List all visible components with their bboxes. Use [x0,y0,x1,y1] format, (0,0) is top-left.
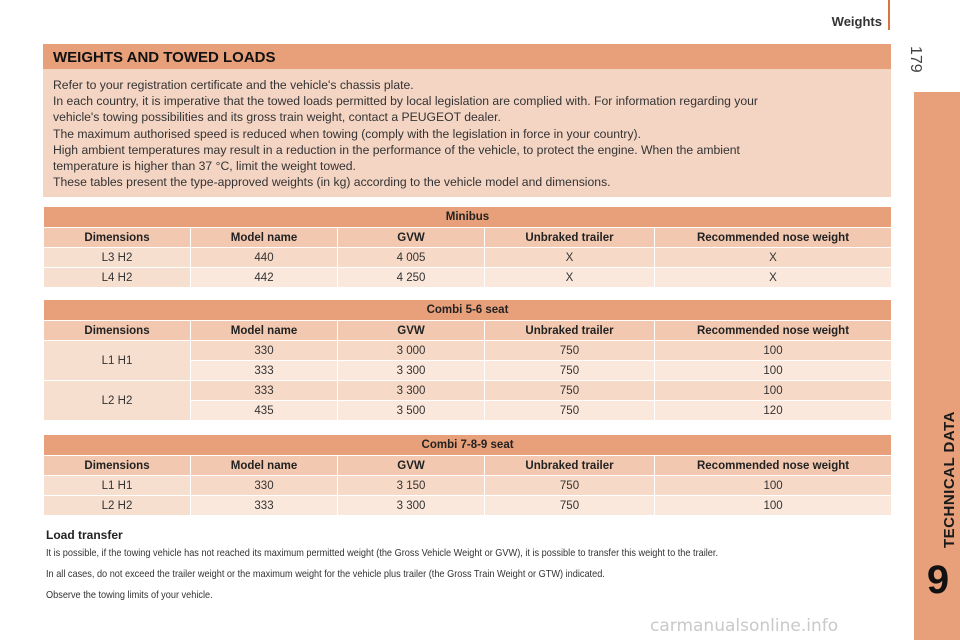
column-header: Dimensions [44,456,191,476]
cell-model: 435 [191,401,338,421]
cell-unbraked: 750 [485,476,655,496]
intro-line: High ambient temperatures may result in a reduction in the performance of the vehicle, to protect the engine. When the ambient [53,142,740,157]
table-caption: Combi 7-8-9 seat [44,435,892,456]
table-caption: Combi 5-6 seat [44,300,892,321]
cell-gvw: 4 005 [338,248,485,268]
section-title: WEIGHTS AND TOWED LOADS [43,44,891,69]
intro-text [43,69,891,190]
table-row [44,341,892,361]
cell-model: 333 [191,361,338,381]
cell-nose-weight: 100 [655,361,892,381]
column-header: GVW [338,456,485,476]
cell-model: 333 [191,381,338,401]
column-header: GVW [338,321,485,341]
cell-dimensions: L2 H2 [44,381,191,421]
cell-model: 442 [191,268,338,288]
cell-nose-weight: X [655,248,892,268]
column-header: Recommended nose weight [655,321,892,341]
table-row [44,381,892,401]
cell-model: 330 [191,476,338,496]
intro-box [43,44,891,197]
table-row [44,248,892,268]
chapter-label: TECHNICAL DATA [941,411,958,548]
intro-line: Refer to your registration certificate and the vehicle's chassis plate. [53,78,414,92]
column-header: Model name [191,321,338,341]
table-row [44,268,892,288]
intro-line: In each country, it is imperative that the towed loads permitted by local legislation are complied with. For information regarding your [53,94,758,109]
page-number: 179 [907,46,924,73]
column-header: Unbraked trailer [485,321,655,341]
cell-nose-weight: X [655,268,892,288]
minibus-table [43,206,892,288]
column-header: Unbraked trailer [485,456,655,476]
cell-dimensions: L4 H2 [44,268,191,288]
cell-dimensions: L1 H1 [44,476,191,496]
table-caption: Minibus [44,207,892,228]
combi-5-6-table [43,299,892,421]
cell-unbraked: 750 [485,401,655,421]
column-header: GVW [338,228,485,248]
intro-line: The maximum authorised speed is reduced when towing (comply with the legislation in force in your country). [53,126,641,141]
load-transfer-title: Load transfer [46,528,123,542]
column-header: Recommended nose weight [655,456,892,476]
load-transfer-paragraph: In all cases, do not exceed the trailer weight or the maximum weight for the vehicle plus trailer (the Gross Train Weight or GTW) indicated. [46,569,605,580]
cell-gvw: 3 300 [338,381,485,401]
column-header: Unbraked trailer [485,228,655,248]
column-header: Model name [191,228,338,248]
cell-gvw: 3 150 [338,476,485,496]
combi-7-8-9-table [43,434,892,516]
cell-nose-weight: 120 [655,401,892,421]
intro-line: temperature is higher than 37 °C, limit the weight towed. [53,159,356,174]
cell-unbraked: 750 [485,341,655,361]
load-transfer-paragraph: It is possible, if the towing vehicle has not reached its maximum permitted weight (the Gross Vehicle Weight or GVW), it is possible to transfer this weight to the trailer. [46,548,718,559]
running-head: Weights [831,14,882,29]
cell-gvw: 3 300 [338,496,485,516]
watermark-text: carmanualsonline.info [650,616,839,636]
intro-line: vehicle's towing possibilities and its gross train weight, contact a PEUGEOT dealer. [53,110,501,125]
column-header: Dimensions [44,228,191,248]
cell-unbraked: X [485,268,655,288]
intro-line: These tables present the type-approved weights (in kg) according to the vehicle model and dimensions. [53,175,611,190]
cell-unbraked: 750 [485,496,655,516]
cell-unbraked: 750 [485,361,655,381]
cell-nose-weight: 100 [655,476,892,496]
cell-unbraked: 750 [485,381,655,401]
cell-dimensions: L1 H1 [44,341,191,381]
table-row [44,476,892,496]
cell-model: 330 [191,341,338,361]
cell-gvw: 3 000 [338,341,485,361]
cell-model: 440 [191,248,338,268]
load-transfer-paragraph: Observe the towing limits of your vehicle. [46,590,213,601]
cell-gvw: 3 300 [338,361,485,381]
cell-dimensions: L3 H2 [44,248,191,268]
cell-nose-weight: 100 [655,496,892,516]
cell-model: 333 [191,496,338,516]
chapter-number: 9 [926,558,950,602]
column-header: Dimensions [44,321,191,341]
header-rule [888,0,890,30]
cell-dimensions: L2 H2 [44,496,191,516]
cell-gvw: 4 250 [338,268,485,288]
table-row [44,496,892,516]
cell-nose-weight: 100 [655,381,892,401]
column-header: Recommended nose weight [655,228,892,248]
cell-nose-weight: 100 [655,341,892,361]
cell-gvw: 3 500 [338,401,485,421]
column-header: Model name [191,456,338,476]
cell-unbraked: X [485,248,655,268]
